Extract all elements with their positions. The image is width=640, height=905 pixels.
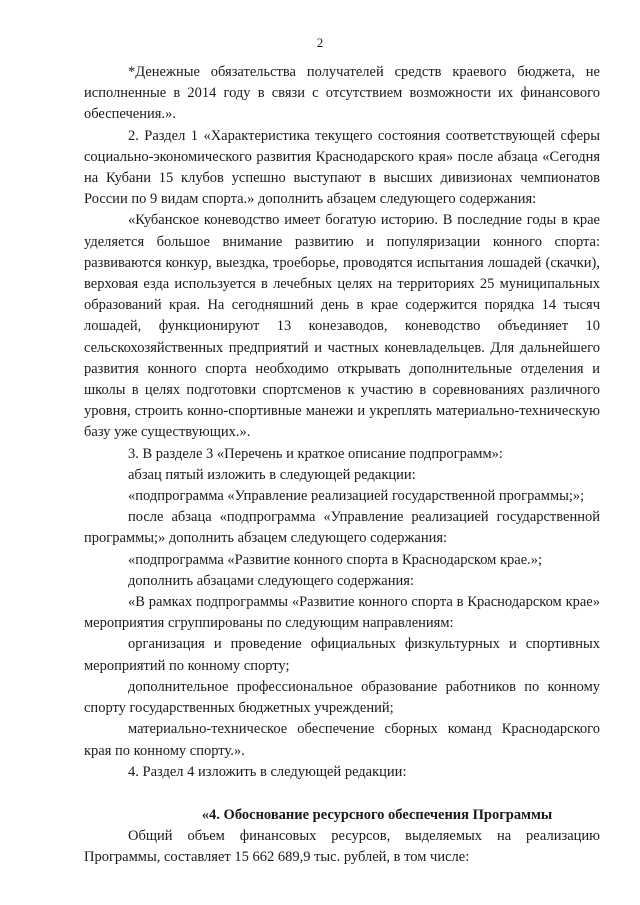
paragraph-item-4: 4. Раздел 4 изложить в следующей редакции: xyxy=(128,763,407,780)
paragraph: материально-техническое обеспечение сборных команд Краснодарского края по конному спорту.». xyxy=(84,721,600,759)
paragraph: после абзаца «подпрограмма «Управление реализацией государственной программы;» дополнить абзацем следующего содержания: xyxy=(84,509,600,547)
paragraph: организация и проведение официальных физкультурных и спортивных мероприятий по конному спорту; xyxy=(84,636,600,674)
page-number: 2 xyxy=(316,35,324,50)
paragraph-closing: Общий объем финансовых ресурсов, выделяемых на реализацию Программы, составляет 15 662 689,9 тыс. рублей, в том числе: xyxy=(84,828,600,866)
section-heading: «4. Обоснование ресурсного обеспечения Программы xyxy=(201,806,553,823)
paragraph: дополнительное профессиональное образование работников по конному спорту государственных бюджетных учреждений; xyxy=(84,678,600,717)
paragraph-item-2: 2. Раздел 1 «Характеристика текущего состояния соответствующей сферы социально-экономического развития Краснодарского края» после абзаца «Сегодня на Кубани 15 клубов успешно выступают в высших дивизионах чемпионатов России по 9 видам спорта.» дополнить абзацем следующего содержания: xyxy=(84,127,600,208)
paragraph: «подпрограмма «Развитие конного спорта в Краснодарском крае.»; xyxy=(128,551,543,568)
paragraph-footnote: *Денежные обязательства получателей средств краевого бюджета, не исполненные в 2014 году в связи с отсутствием возможности их финансового обеспечения.». xyxy=(84,64,600,123)
paragraph-item-3: 3. В разделе 3 «Перечень и краткое описание подпрограмм»: xyxy=(128,445,503,462)
paragraph: «В рамках подпрограммы «Развитие конного спорта в Краснодарском крае» мероприятия сгруппированы по следующим направлениям: xyxy=(84,594,600,632)
document-body xyxy=(84,62,600,869)
paragraph-quote-horse-breeding: «Кубанское коневодство имеет богатую историю. В последние годы в крае уделяется большое внимание развитию и популяризации конного спорта: развиваются конкур, выездка, троеборье, проводятся испытания лошадей (скачки), верховая езда используется в лечебных целях на территориях 25 муниципальных образований края. На сегодняшний день в крае содержится порядка 14 тысяч лошадей, функционируют 13 конезаводов, коневодство объединяет 10 сельскохозяйственных предприятий и частных коневладельцев. Для дальнейшего развития конного спорта необходимо открывать дополнительные отделения и школы в целях подготовки спортсменов к участию в соревнованиях различного уровня, строить конно-спортивные манежи и укреплять материально-техническую базу уже существующих.». xyxy=(84,212,600,441)
paragraph: дополнить абзацами следующего содержания: xyxy=(128,572,414,589)
paragraph: абзац пятый изложить в следующей редакции: xyxy=(128,466,416,483)
paragraph: «подпрограмма «Управление реализацией государственной программы;»; xyxy=(128,488,585,505)
